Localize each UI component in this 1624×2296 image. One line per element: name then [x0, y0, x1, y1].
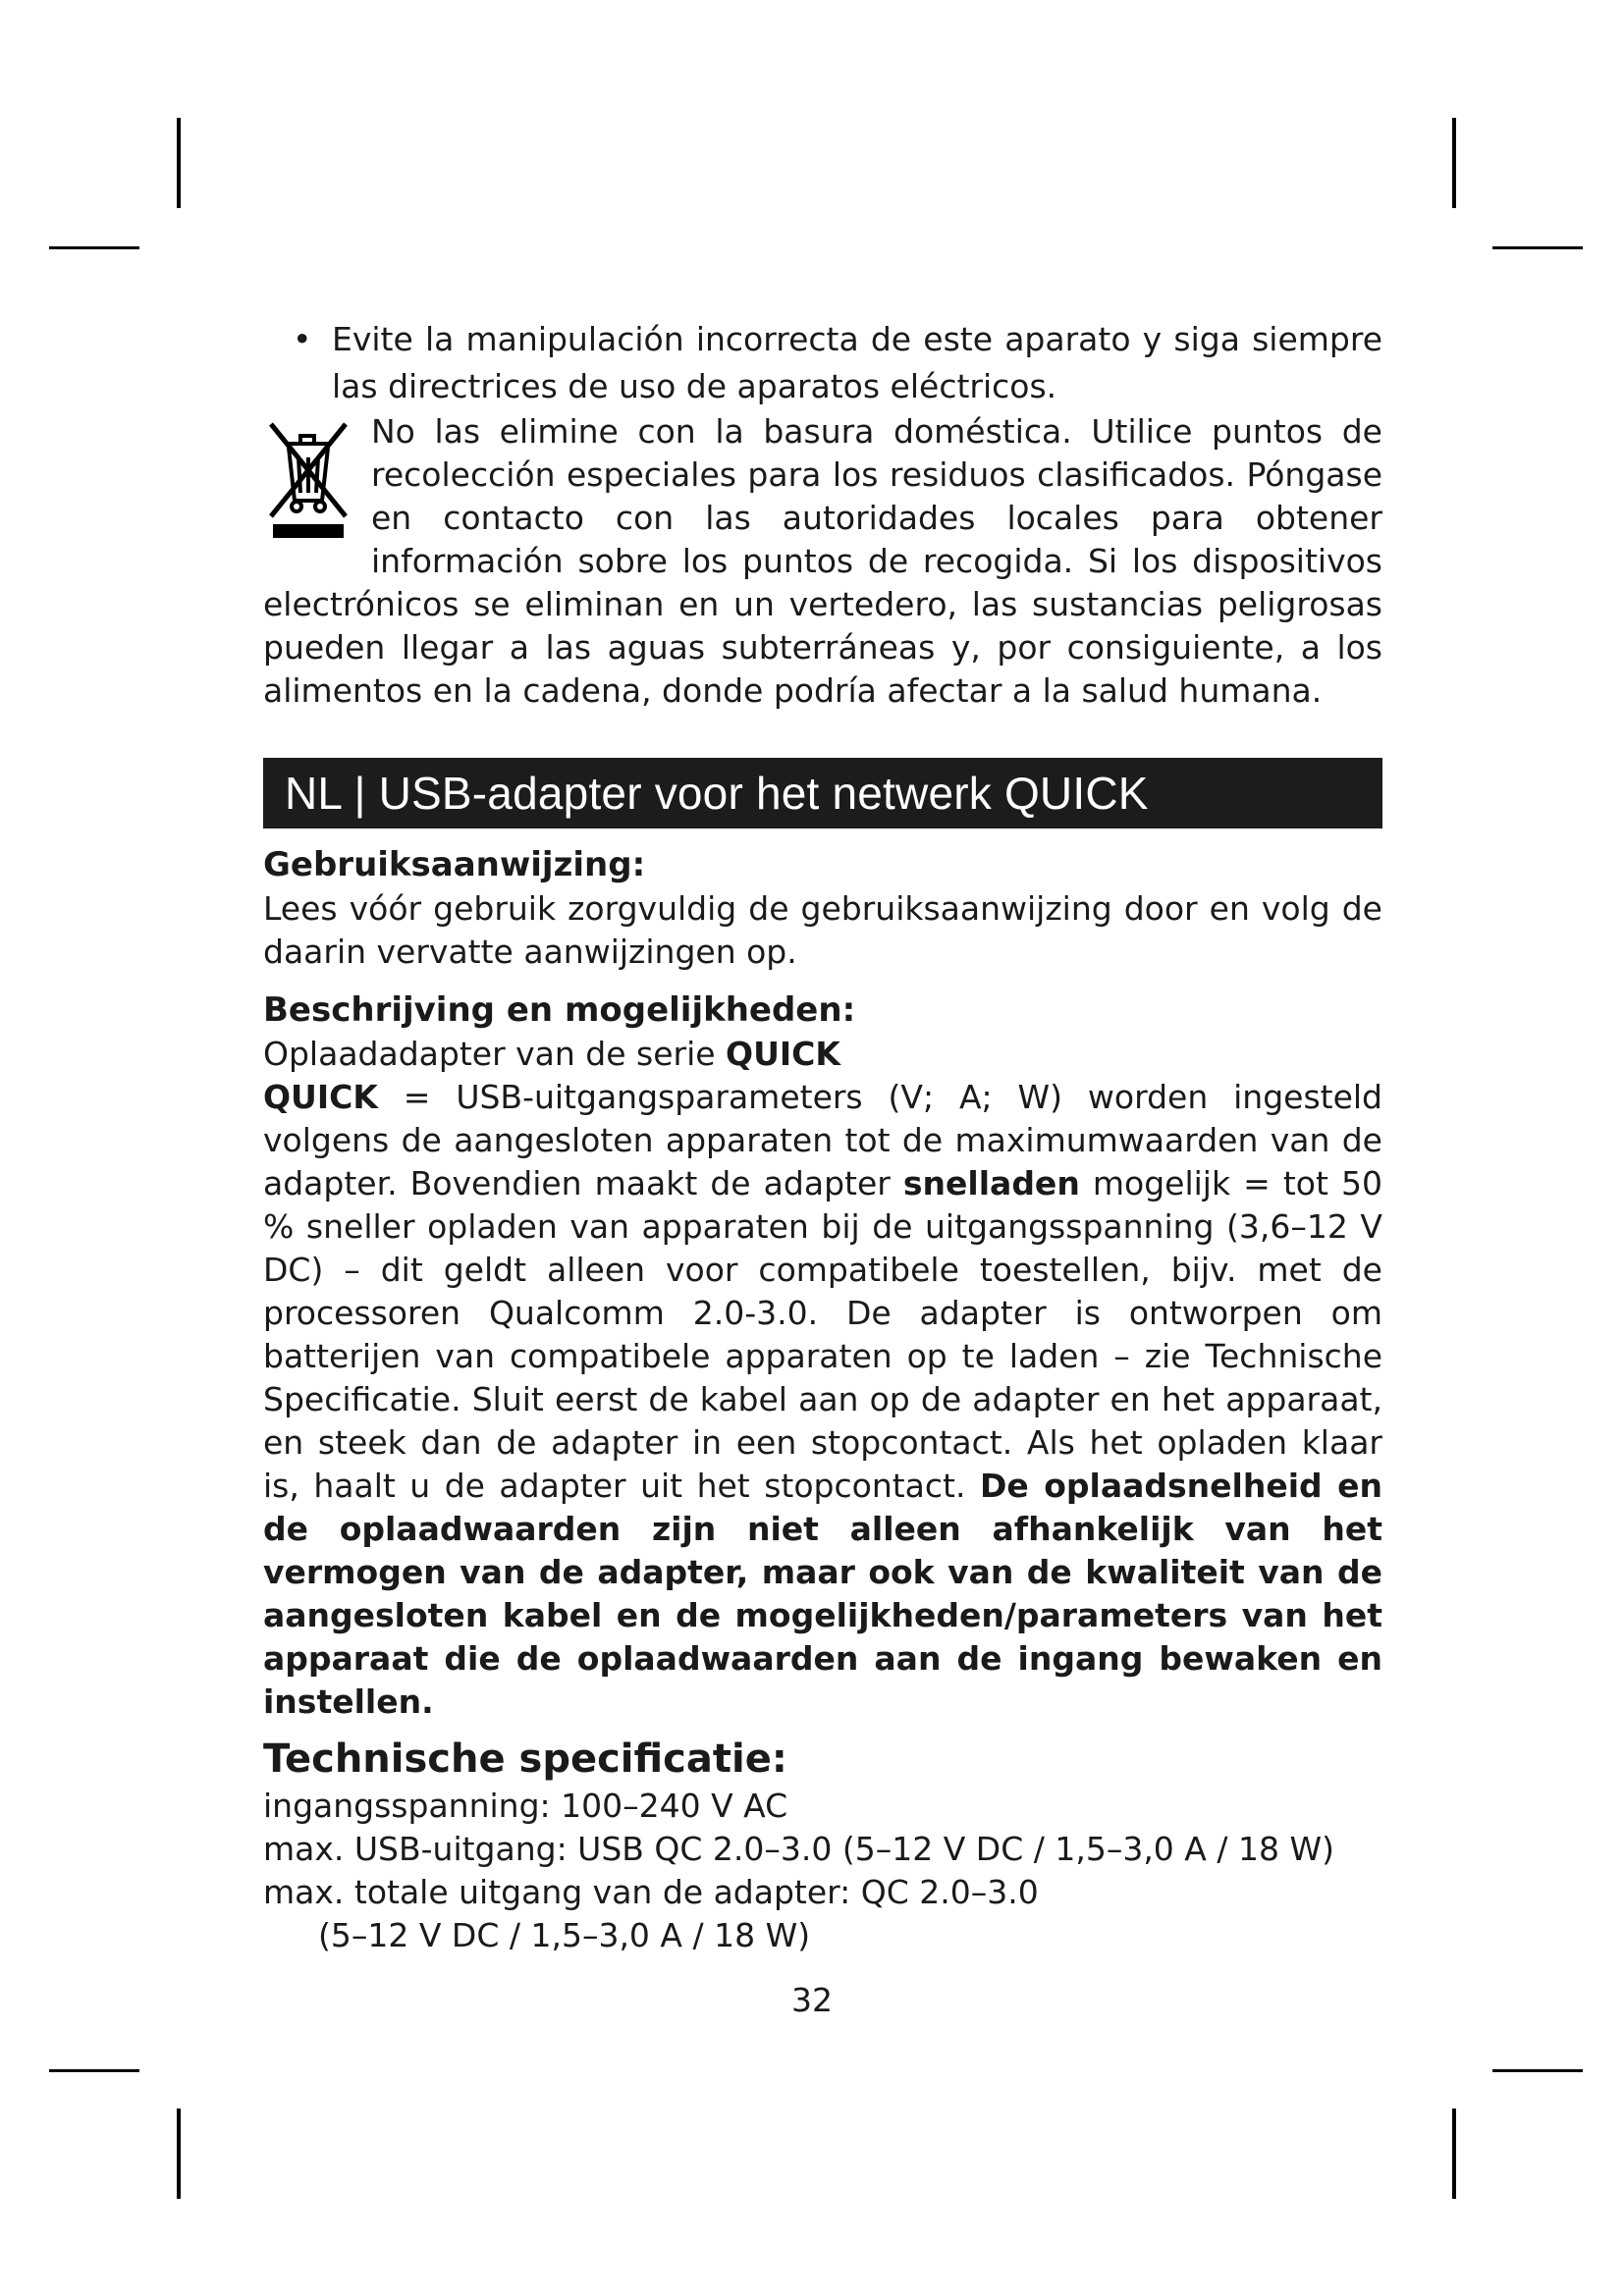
usage-heading: Gebruiksaanwijzing:	[263, 845, 646, 884]
crop-mark-bottom-left-vertical	[177, 2109, 181, 2199]
usage-text: Lees vóór gebruik zorgvuldig de gebruiksaanwijzing door en volg de daarin vervatte aanwijzingen op.	[263, 889, 1382, 971]
bullet-dot: •	[293, 320, 312, 358]
crop-mark-bottom-left-horizontal	[49, 2069, 139, 2072]
quick-text: = USB-uitgangsparameters (V; A; W) worden ingesteld volgens de aangesloten apparaten tot de maximumwaarden van de adapter. Bovendien maakt de adapter	[263, 1078, 1382, 1202]
series-prefix: Oplaadadapter van de serie	[263, 1035, 727, 1073]
spec-line: max. totale uitgang van de adapter: QC 2.0–3.0	[263, 1873, 1039, 1911]
crop-mark-top-right-vertical	[1452, 118, 1456, 208]
bold-note: De oplaadsnelheid en de oplaadwaarden zijn niet alleen afhankelijk van het vermogen van de adapter, maar ook van de kwaliteit van de aangesloten kabel en de mogelijkheden/parameters van het apparaat die de oplaadwaarden aan de ingang bewaken en instellen.	[263, 1467, 1382, 1721]
spec-line: (5–12 V DC / 1,5–3,0 A / 18 W)	[318, 1916, 811, 1954]
series-line	[263, 1033, 1382, 1076]
quick-label: QUICK	[263, 1078, 378, 1116]
weee-bar	[273, 524, 344, 538]
crop-mark-bottom-right-vertical	[1452, 2109, 1456, 2199]
spec-line: max. USB-uitgang: USB QC 2.0–3.0 (5–12 V DC / 1,5–3,0 A / 18 W)	[263, 1830, 1334, 1868]
page-content	[263, 316, 1382, 1957]
weee-text: No las elimine con la basura doméstica. Utilice puntos de recolección especiales para los residuos clasificados. Póngase en contacto con las autoridades locales para obtener información sobre los puntos de recogida. Si los dispositivos electrónicos se eliminan en un vertedero, las sustancias peligrosas pueden llegar a las aguas subterráneas y, por consiguiente, a los alimentos en la cadena, donde podría afectar a la salud humana.	[263, 412, 1382, 710]
bullet-item	[263, 316, 1382, 410]
crop-mark-bottom-right-horizontal	[1492, 2069, 1583, 2072]
page-number: 32	[791, 1981, 833, 2019]
spec-line: ingangsspanning: 100–240 V AC	[263, 1787, 788, 1825]
series-name: QUICK	[726, 1035, 840, 1073]
crop-mark-top-right-horizontal	[1492, 246, 1583, 249]
specs-heading: Technische specificatie:	[263, 1736, 787, 1782]
bullet-text: Evite la manipulación incorrecta de este aparato y siga siempre las directrices de uso de aparatos eléctricos.	[332, 320, 1382, 405]
section-banner: NL | USB-adapter voor het netwerk QUICK	[263, 758, 1382, 828]
fast-charge-text: mogelijk = tot 50 % sneller opladen van apparaten bij de uitgangsspanning (3,6–12 V DC) – dit geldt alleen voor compatibele toestellen, bijv. met de processoren Qualcomm 2.0-3.0. De adapter is ontworpen om batterijen van compatibele apparaten op te laden – zie Technische Specificatie. Sluit eerst de kabel aan op de adapter en het apparaat, en steek dan de adapter in een stopcontact. Als het opladen klaar is, haalt u de adapter uit het stopcontact.	[263, 1164, 1382, 1505]
crop-mark-top-left-vertical	[177, 118, 181, 208]
weee-notice	[263, 410, 1382, 713]
crossed-out-wheelie-bin-icon	[263, 414, 352, 542]
fast-charge-label: snelladen	[902, 1164, 1080, 1202]
crop-mark-top-left-horizontal	[49, 246, 139, 249]
description-heading: Beschrijving en mogelijkheden:	[263, 990, 856, 1030]
description-paragraph	[263, 1076, 1382, 1724]
